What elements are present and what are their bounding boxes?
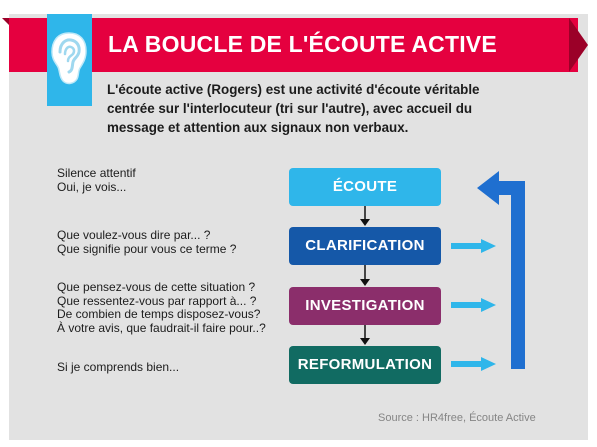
prompt-line: Que pensez-vous de cette situation ?: [57, 280, 256, 294]
down-arrow: [360, 206, 370, 226]
intro-line: message et attention aux signaux non verbaux.: [107, 120, 409, 135]
intro-line: L'écoute active (Rogers) est une activité d'écoute véritable: [107, 82, 480, 97]
prompt-line: À votre avis, que faudrait-il faire pour..?: [57, 320, 266, 335]
intro-line: centrée sur l'interlocuteur (tri sur l'autre), avec accueil du: [107, 101, 473, 116]
prompt-line: Silence attentif: [57, 166, 136, 180]
prompt-line: Oui, je vois...: [57, 179, 127, 194]
down-arrow: [360, 325, 370, 345]
prompt-line: Que voulez-vous dire par... ?: [57, 228, 211, 242]
down-arrow: [360, 265, 370, 286]
prompt-line: Que signifie pour vous ce terme ?: [57, 241, 237, 256]
step-ecoute: ÉCOUTE: [289, 168, 441, 206]
source-credit: Source : HR4free, Écoute Active: [378, 412, 536, 424]
side-arrow: [451, 239, 496, 253]
step-investigation: INVESTIGATION: [289, 287, 441, 325]
step-clarification: CLARIFICATION: [289, 227, 441, 265]
prompt-line: De combien de temps disposez-vous?: [57, 307, 261, 321]
prompt-line: Que ressentez-vous par rapport à... ?: [57, 293, 257, 308]
prompt-line: Si je comprends bien...: [57, 360, 180, 374]
side-arrow: [451, 357, 496, 371]
loop-back-arrow: [477, 171, 525, 369]
side-arrow: [451, 298, 496, 312]
page-title: LA BOUCLE DE L'ÉCOUTE ACTIVE: [108, 31, 497, 57]
step-reformulation: REFORMULATION: [289, 346, 441, 384]
